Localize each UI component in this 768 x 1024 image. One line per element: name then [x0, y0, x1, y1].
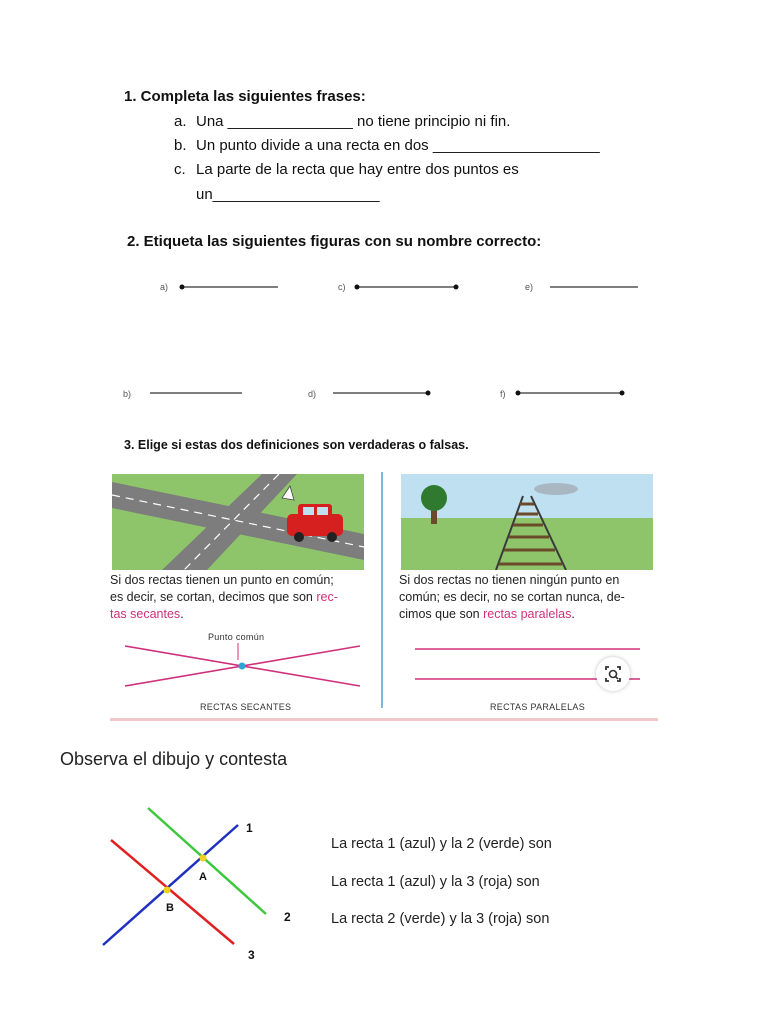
q4-statement-2: La recta 1 (azul) y la 3 (roja) son — [331, 874, 540, 890]
q1-item-c-marker: c. — [174, 161, 186, 178]
q2-title: 2. Etiqueta las siguientes figuras con su nombre correcto: — [127, 233, 542, 250]
figure-a-label: a) — [160, 282, 169, 292]
secant-lines-diagram — [120, 641, 370, 691]
figure-d-ray — [333, 391, 431, 396]
q4-title: Observa el dibujo y contesta — [60, 749, 288, 769]
parallel-caption: RECTAS PARALELAS — [490, 702, 585, 712]
line-1-label: 1 — [246, 821, 253, 835]
visual-search-button[interactable] — [596, 657, 630, 691]
q1-item-a-marker: a. — [174, 113, 187, 130]
intersecting-lines-diagram — [86, 800, 306, 975]
point-b-marker — [164, 887, 171, 894]
secant-caption: RECTAS SECANTES — [200, 702, 292, 712]
figure-b-label: b) — [123, 389, 132, 399]
q4-statement-3: La recta 2 (verde) y la 3 (roja) son — [331, 911, 550, 927]
point-a-marker — [200, 855, 207, 862]
red-line-3 — [111, 840, 234, 944]
definitions-panel — [110, 466, 658, 721]
parallel-definition — [399, 572, 661, 623]
figure-f-segment — [516, 391, 625, 396]
figure-c-segment — [355, 285, 459, 290]
q3-title: 3. Elige si estas dos definiciones son verdaderas o falsas. — [124, 438, 469, 452]
line-2-label: 2 — [284, 910, 291, 924]
line-3-label: 3 — [248, 948, 255, 962]
secant-text-line-1: Si dos rectas tienen un punto en común; — [110, 573, 334, 587]
q4-statement-1: La recta 1 (azul) y la 2 (verde) son — [331, 836, 552, 852]
point-a-label: A — [199, 871, 207, 883]
crossing-roads-illustration — [112, 474, 364, 570]
blue-line-1 — [103, 825, 238, 945]
figure-d-label: d) — [308, 389, 317, 399]
secant-definition — [110, 572, 372, 623]
secant-text-line-3: tas secantes. — [110, 607, 184, 621]
geometry-figures — [0, 270, 768, 410]
q1-title: 1. Completa las siguientes frases: — [124, 88, 366, 105]
panel-divider — [381, 472, 383, 708]
figure-e-label: e) — [525, 282, 534, 292]
q1-item-c-text: La parte de la recta que hay entre dos puntos es — [196, 161, 519, 178]
parallel-text-line-2: común; es decir, no se cortan nunca, de- — [399, 590, 625, 604]
q1-item-a-text: Una _______________ no tiene principio ni fin. — [196, 113, 511, 130]
q1-item-b-text: Un punto divide a una recta en dos ____________________ — [196, 137, 600, 154]
figure-a-ray — [180, 285, 279, 290]
visual-search-icon — [596, 657, 630, 691]
secant-text-line-2: es decir, se cortan, decimos que son rec- — [110, 590, 338, 604]
parallel-text-line-1: Si dos rectas no tienen ningún punto en — [399, 573, 620, 587]
q1-item-b-marker: b. — [174, 137, 187, 154]
figure-c-label: c) — [338, 282, 346, 292]
point-b-label: B — [166, 902, 174, 914]
figure-f-label: f) — [500, 389, 506, 399]
railway-illustration — [401, 474, 653, 570]
point-common-label: Punto común — [208, 632, 265, 642]
parallel-text-line-3: cimos que son rectas paralelas. — [399, 607, 575, 621]
q1-item-c-continuation: un____________________ — [196, 186, 380, 203]
